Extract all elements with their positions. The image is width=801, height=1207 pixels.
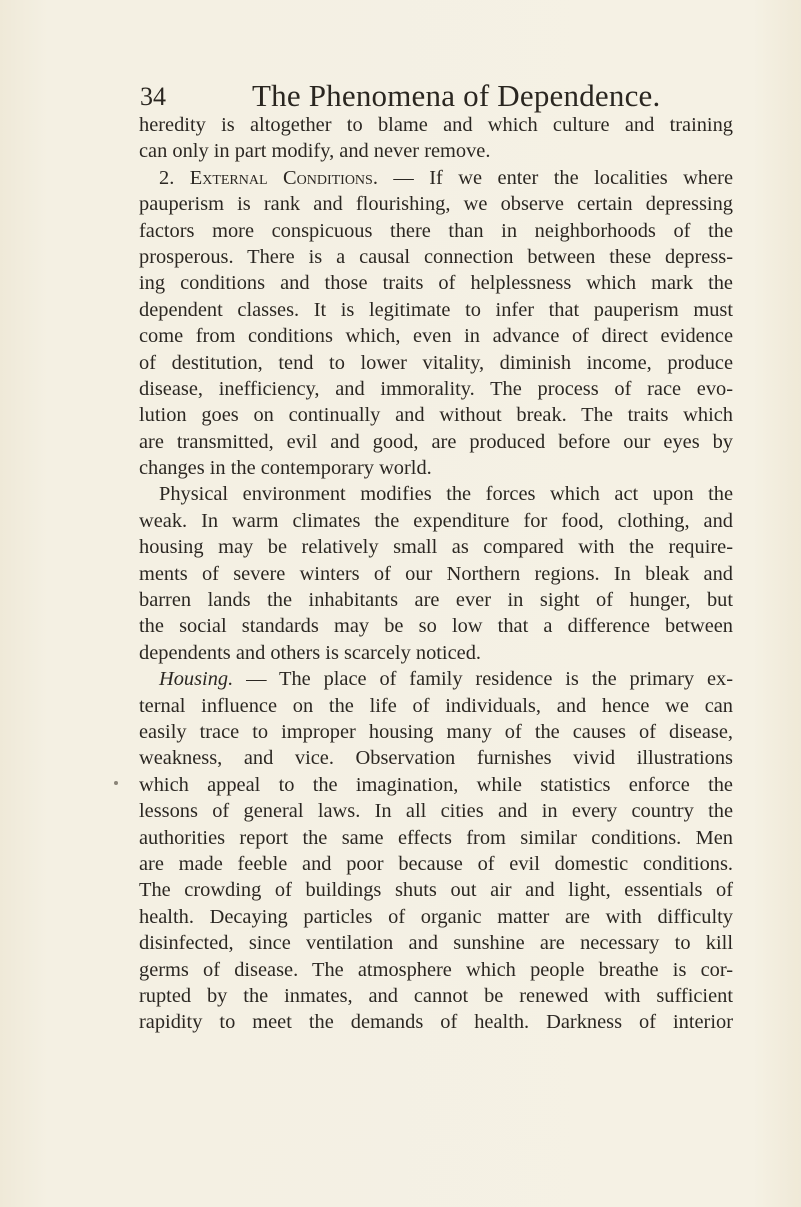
text-line: ments of severe winters of our Northern regions. In bleak and (139, 562, 733, 585)
text-line: easily trace to improper housing many of the causes of disease, (139, 720, 733, 743)
section-heading-line: 2. External Conditions. — If we enter the localities where (159, 166, 733, 189)
body-text (139, 112, 733, 1036)
text-line: barren lands the inhabitants are ever in sight of hunger, but (139, 589, 733, 612)
text-line: heredity is altogether to blame and which culture and training (139, 114, 733, 136)
text-line: can only in part modify, and never remove. (139, 140, 491, 163)
text-line: come from conditions which, even in advance of direct evidence (139, 325, 733, 348)
text-line: changes in the contemporary world. (139, 457, 432, 480)
text-line: weakness, and vice. Observation furnishes vivid illustrations (139, 747, 733, 770)
page-number: 34 (140, 82, 166, 111)
text-line: pauperism is rank and flourishing, we observe certain depressing (139, 193, 733, 216)
text-line: are made feeble and poor because of evil domestic conditions. (139, 852, 733, 875)
text-line: are transmitted, evil and good, are produced before our eyes by (139, 430, 733, 453)
text-line: germs of disease. The atmosphere which people breathe is cor- (139, 958, 733, 981)
text-line: factors more conspicuous there than in neighborhoods of the (139, 219, 733, 242)
text-line: dependents and others is scarcely noticed. (139, 641, 481, 664)
subsection-heading: Housing. (159, 668, 234, 691)
text-line: ternal influence on the life of individuals, and hence we can (139, 694, 733, 717)
text-line: the social standards may be so low that a difference between (139, 615, 733, 638)
text-line: weak. In warm climates the expenditure for food, clothing, and (139, 509, 733, 532)
text-line: disease, inefficiency, and immorality. The process of race evo- (139, 377, 733, 400)
text-line: which appeal to the imagination, while statistics enforce the (139, 773, 733, 796)
margin-mark (114, 781, 118, 785)
text-line: health. Decaying particles of organic matter are with difficulty (139, 905, 733, 928)
text-line: The crowding of buildings shuts out air and light, essentials of (139, 879, 733, 902)
text-line: ing conditions and those traits of helplessness which mark the (139, 272, 733, 295)
text-line: housing may be relatively small as compared with the require- (139, 536, 733, 559)
text-line: rupted by the inmates, and cannot be renewed with sufficient (139, 984, 733, 1007)
text-line: dependent classes. It is legitimate to infer that pauperism must (139, 298, 733, 321)
text-line: authorities report the same effects from similar conditions. Men (139, 826, 733, 849)
text-line: prosperous. There is a causal connection between these depress- (139, 245, 733, 268)
text-line: rapidity to meet the demands of health. Darkness of interior (139, 1011, 733, 1034)
subsection-heading-line: Housing. — The place of family residence is the primary ex- (159, 668, 733, 691)
running-title: The Phenomena of Dependence. (252, 78, 661, 113)
text-line: disinfected, since ventilation and sunshine are necessary to kill (139, 932, 733, 955)
text-line: Physical environment modifies the forces which act upon the (159, 483, 733, 506)
text-line: lessons of general laws. In all cities and in every country the (139, 800, 733, 823)
text-line: lution goes on continually and without break. The traits which (139, 404, 733, 427)
text-line: of destitution, tend to lower vitality, diminish income, produce (139, 351, 733, 374)
section-heading: External Conditions. (189, 166, 378, 189)
